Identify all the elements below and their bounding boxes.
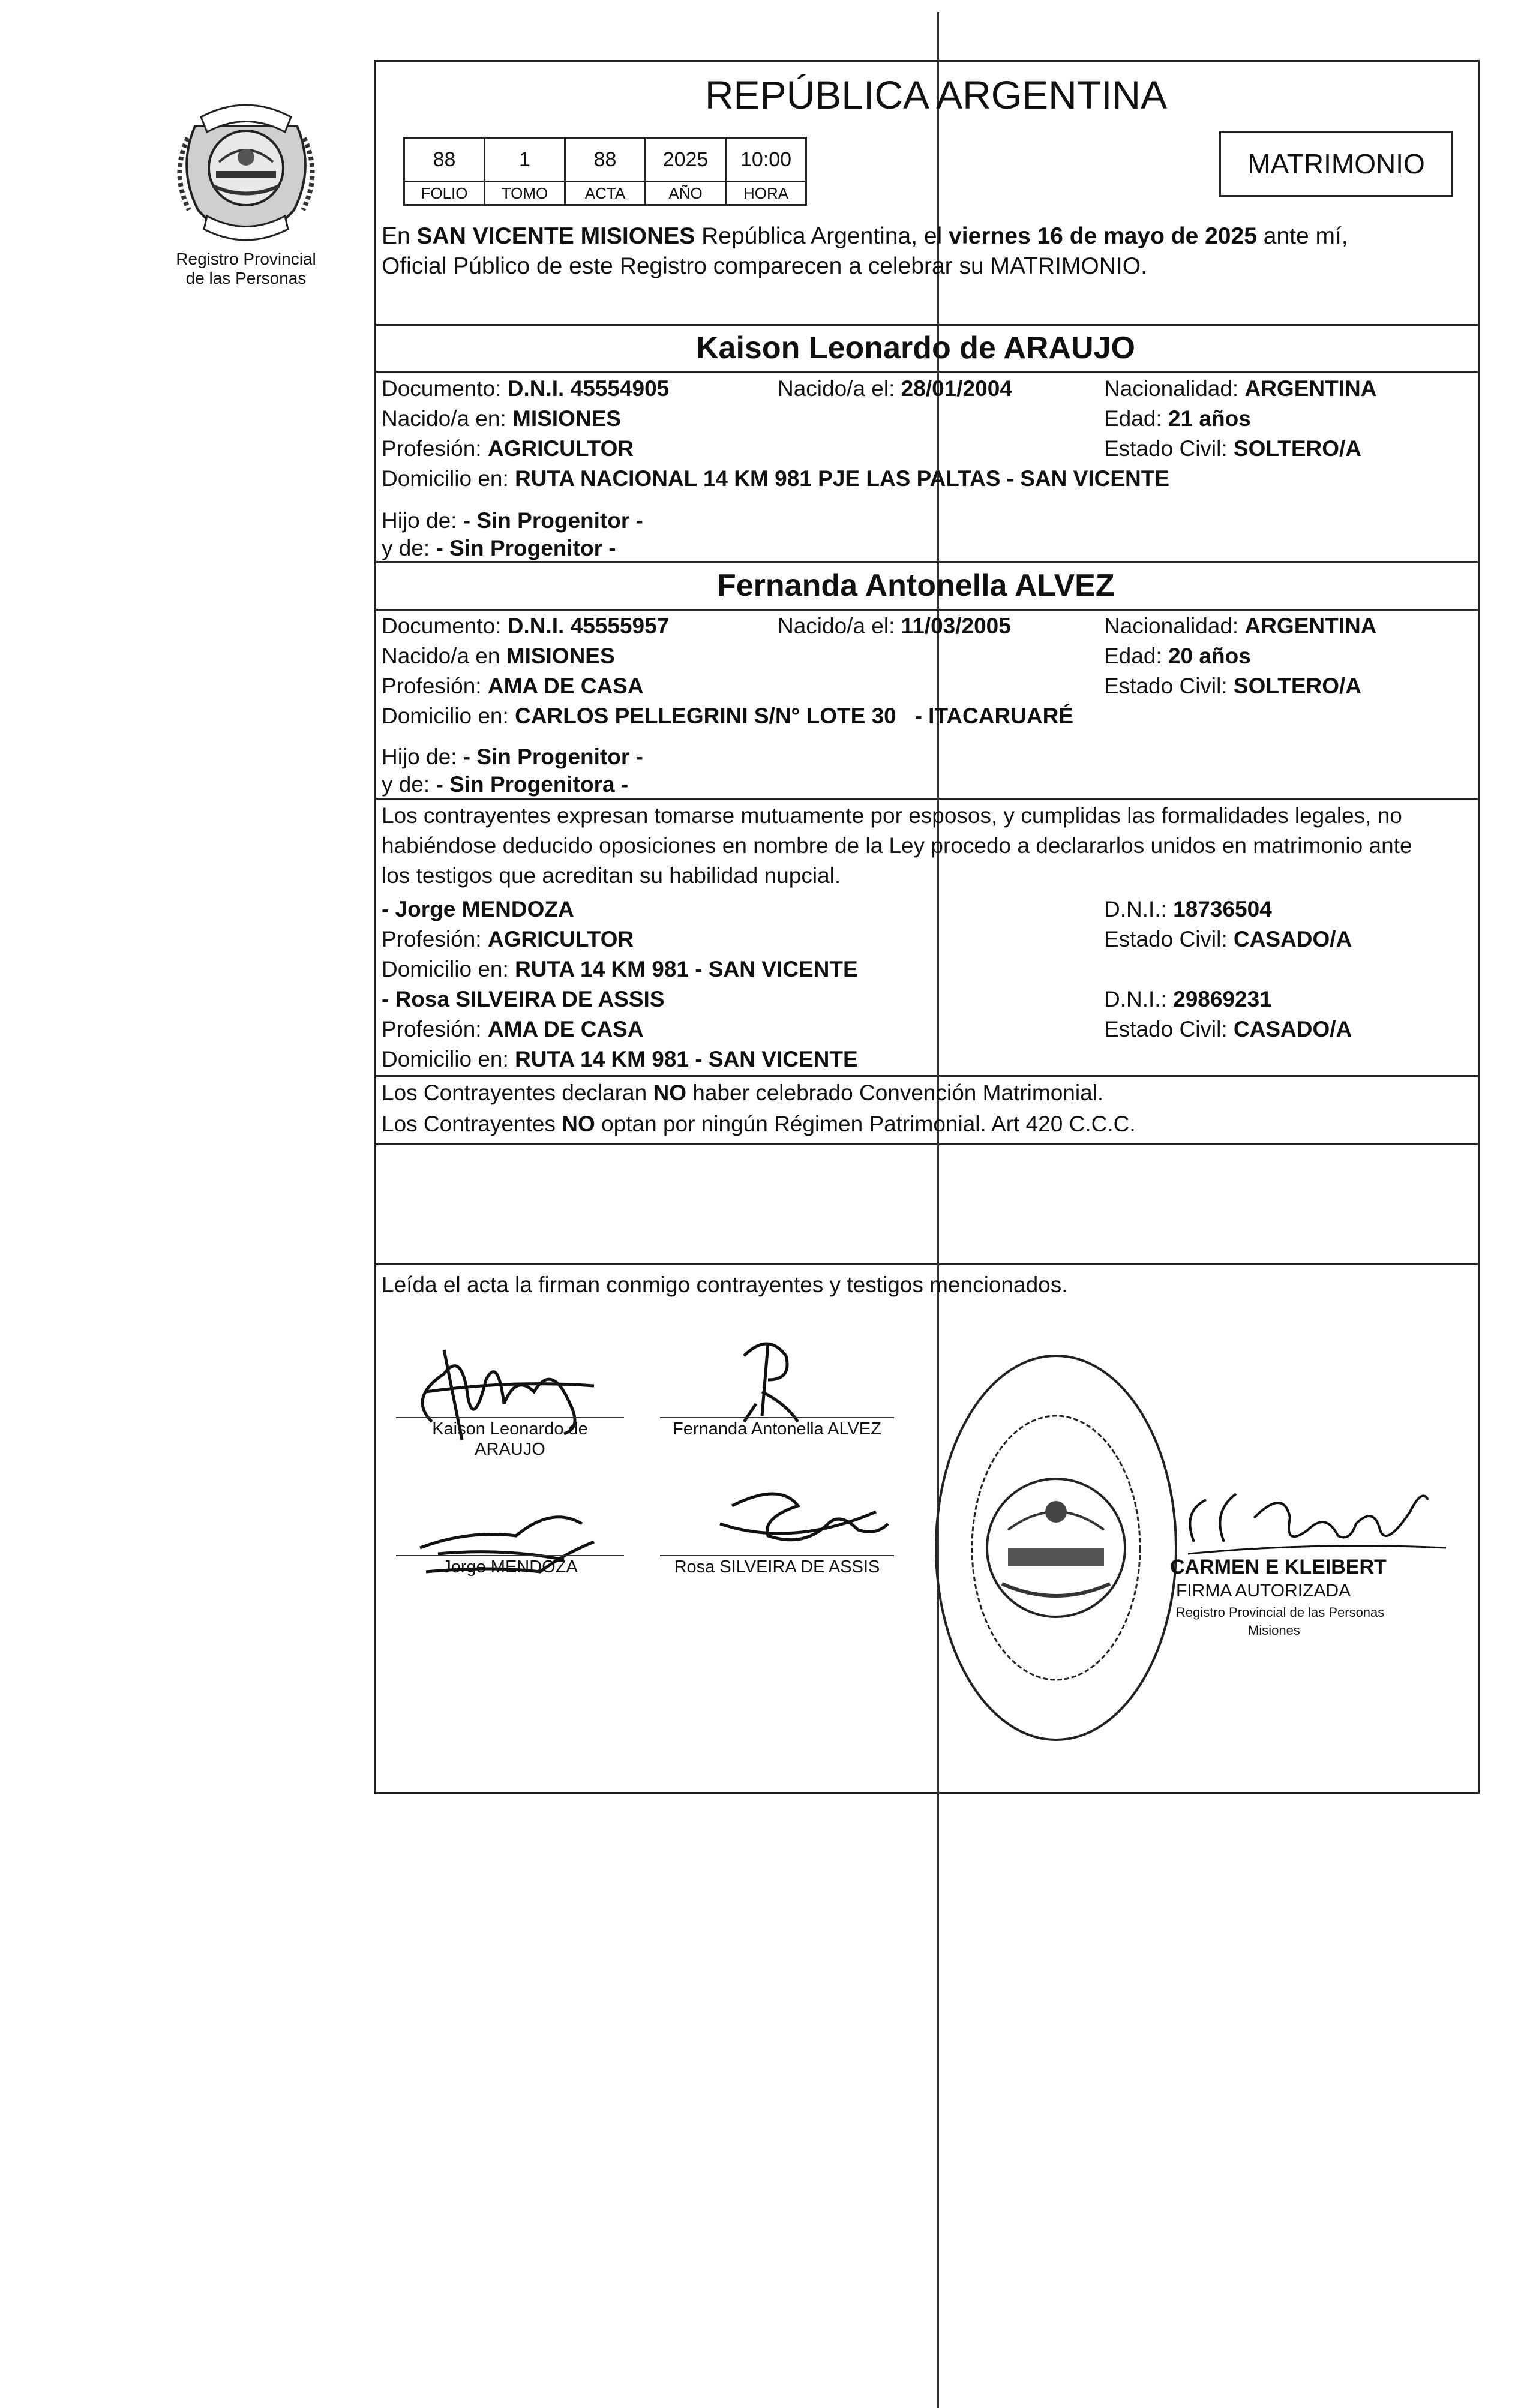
registry-data-table — [403, 137, 807, 206]
value: D.N.I. 45554905 — [507, 376, 670, 401]
label: Nacido/a en — [382, 644, 506, 668]
label: Hijo de: — [382, 508, 463, 533]
label: Estado Civil: — [1104, 1017, 1234, 1041]
divider-convention — [374, 1075, 1480, 1077]
value: D.N.I. 45555957 — [507, 614, 670, 638]
registry-logo — [171, 90, 321, 246]
value: RUTA 14 KM 981 - SAN VICENTE — [515, 957, 858, 981]
label: Domicilio en: — [382, 1047, 515, 1071]
label: Estado Civil: — [1104, 674, 1234, 698]
intro-text-b: República Argentina, el — [695, 223, 949, 249]
witness2-address — [382, 1046, 858, 1073]
official-org1: Registro Provincial de las Personas — [1176, 1605, 1385, 1620]
groom-profession — [382, 436, 634, 462]
value: 20 años — [1168, 644, 1251, 668]
official-signature — [1170, 1476, 1458, 1560]
value: ARGENTINA — [1244, 614, 1377, 638]
declaration-line2: habiéndose deducido oposiciones en nombre de la Ley procedo a declararlos unidos en matrimonio ante — [382, 833, 1412, 858]
label: y de: — [382, 536, 436, 560]
year-value: 2025 — [646, 138, 726, 182]
logo-caption-line1: Registro Provincial — [176, 250, 316, 268]
intro-text-c: ante mí, — [1256, 223, 1348, 249]
text: Los Contrayentes declaran — [382, 1080, 653, 1105]
tomo-value: 1 — [485, 138, 565, 182]
label: Domicilio en: — [382, 704, 515, 728]
emphasis: NO — [562, 1112, 595, 1136]
witness2-civil-status — [1104, 1016, 1352, 1043]
intro-date: viernes 16 de mayo de 2025 — [949, 223, 1257, 249]
value: MISIONES — [506, 644, 615, 668]
intro-line1 — [382, 223, 1348, 250]
divider-closing — [374, 1263, 1480, 1265]
page-title: REPÚBLICA ARGENTINA — [704, 73, 1168, 117]
convention-line1 — [382, 1080, 1103, 1106]
groom-document — [382, 376, 669, 402]
act-type-box — [1219, 131, 1453, 197]
label: Domicilio en: — [382, 466, 515, 491]
value: 11/03/2005 — [901, 614, 1011, 638]
bride-signature — [702, 1332, 822, 1428]
value: - Sin Progenitor - — [436, 536, 616, 560]
value: - Sin Progenitora - — [436, 772, 629, 797]
groom-nationality — [1104, 376, 1376, 402]
value: CASADO/A — [1233, 927, 1352, 951]
label: Hijo de: — [382, 744, 463, 769]
bride-civil-status — [1104, 673, 1361, 699]
groom-birthdate — [778, 376, 1012, 402]
intro-text-a: En — [382, 223, 417, 249]
witness2-signature — [696, 1476, 900, 1560]
witness1-civil-status — [1104, 926, 1352, 953]
value: 28/01/2004 — [901, 376, 1012, 401]
bride-age — [1104, 643, 1251, 669]
value: AMA DE CASA — [487, 1017, 644, 1041]
bride-nationality — [1104, 613, 1376, 639]
groom-name: Kaison Leonardo de ARAUJO — [696, 331, 1135, 365]
value: SOLTERO/A — [1233, 436, 1362, 461]
groom-age — [1104, 406, 1251, 432]
text: optan por ningún Régimen Patrimonial. Art 420 C.C.C. — [595, 1112, 1136, 1136]
value: 18736504 — [1173, 897, 1272, 921]
divider-groom-title — [374, 371, 1480, 373]
official-title: FIRMA AUTORIZADA — [1176, 1581, 1351, 1601]
act-type: MATRIMONIO — [1247, 148, 1425, 179]
value: RUTA 14 KM 981 - SAN VICENTE — [515, 1047, 858, 1071]
value: ARGENTINA — [1244, 376, 1377, 401]
label: Estado Civil: — [1104, 927, 1234, 951]
bride-document — [382, 613, 669, 639]
label: Edad: — [1104, 644, 1168, 668]
label: Nacido/a en: — [382, 406, 513, 431]
bride-profession — [382, 673, 644, 699]
witness2-caption: Rosa SILVEIRA DE ASSIS — [674, 1557, 880, 1577]
witness1-signature-line — [396, 1555, 624, 1556]
value: 29869231 — [1173, 987, 1272, 1011]
label: Nacionalidad: — [1104, 376, 1245, 401]
logo-caption-line2: de las Personas — [185, 269, 307, 287]
tomo-label: TOMO — [485, 182, 565, 205]
declaration-line1: Los contrayentes expresan tomarse mutuamente por esposos, y cumplidas las formalidades legales, no — [382, 803, 1402, 828]
label: Profesión: — [382, 674, 488, 698]
hour-value: 10:00 — [726, 138, 806, 182]
witness1-dni — [1104, 896, 1272, 923]
year-label: AÑO — [646, 182, 726, 205]
witness2-dni — [1104, 986, 1272, 1013]
value: RUTA NACIONAL 14 KM 981 PJE LAS PALTAS - SAN VICENTE — [515, 466, 1170, 491]
declaration-line3: los testigos que acreditan su habilidad nupcial. — [382, 863, 841, 888]
witness2-profession — [382, 1016, 644, 1043]
bride-address — [382, 703, 1073, 729]
value: CASADO/A — [1233, 1017, 1352, 1041]
groom-address — [382, 466, 1169, 492]
bride-parent2 — [382, 771, 628, 798]
label: D.N.I.: — [1104, 897, 1174, 921]
value: MISIONES — [512, 406, 621, 431]
value: 21 años — [1168, 406, 1251, 431]
witness1-profession — [382, 926, 634, 953]
label: Nacionalidad: — [1104, 614, 1245, 638]
divider-header — [374, 324, 1480, 326]
groom-birthplace — [382, 406, 621, 432]
value: AGRICULTOR — [487, 436, 634, 461]
label: Documento: — [382, 376, 508, 401]
intro-place: SAN VICENTE MISIONES — [416, 223, 695, 249]
divider-bride-title — [374, 609, 1480, 611]
official-stamp — [924, 1332, 1188, 1752]
official-org2: Misiones — [1248, 1623, 1300, 1638]
witness1-name: - Jorge MENDOZA — [382, 897, 574, 921]
witness1-caption: Jorge MENDOZA — [442, 1557, 578, 1577]
hour-label: HORA — [726, 182, 806, 205]
label: D.N.I.: — [1104, 987, 1174, 1011]
witness1-address — [382, 956, 858, 983]
witness2-signature-line — [660, 1555, 894, 1556]
bride-parent1 — [382, 744, 643, 770]
bride-signature-line — [660, 1417, 894, 1418]
bride-caption: Fernanda Antonella ALVEZ — [673, 1419, 881, 1439]
acta-label: ACTA — [565, 182, 646, 205]
intro-line2: Oficial Público de este Registro comparecen a celebrar su MATRIMONIO. — [382, 253, 1147, 279]
province-seal-icon — [171, 90, 321, 246]
value: - Sin Progenitor - — [463, 508, 643, 533]
groom-signature-line — [396, 1417, 624, 1418]
value: CARLOS PELLEGRINI S/N° LOTE 30 - ITACARUARÉ — [515, 704, 1074, 728]
groom-civil-status — [1104, 436, 1361, 462]
label: Profesión: — [382, 1017, 488, 1041]
groom-caption-2: ARAUJO — [475, 1440, 545, 1459]
label: y de: — [382, 772, 436, 797]
emphasis: NO — [653, 1080, 686, 1105]
folio-value: 88 — [404, 138, 485, 182]
groom-caption-1: Kaison Leonardo de — [432, 1419, 588, 1439]
label: Nacido/a el: — [778, 376, 901, 401]
divider-blank — [374, 1143, 1480, 1145]
witness2-name: - Rosa SILVEIRA DE ASSIS — [382, 987, 665, 1011]
groom-parent1 — [382, 508, 643, 534]
label: Profesión: — [382, 927, 488, 951]
text: Los Contrayentes — [382, 1112, 562, 1136]
label: Estado Civil: — [1104, 436, 1234, 461]
fold-line — [937, 12, 939, 2408]
label: Documento: — [382, 614, 508, 638]
bride-birthplace — [382, 643, 615, 669]
convention-line2 — [382, 1111, 1136, 1137]
label: Profesión: — [382, 436, 488, 461]
closing-statement: Leída el acta la firman conmigo contrayentes y testigos mencionados. — [382, 1272, 1068, 1297]
value: - Sin Progenitor - — [463, 744, 643, 769]
bride-birthdate — [778, 613, 1011, 639]
value: AGRICULTOR — [487, 927, 634, 951]
bride-name: Fernanda Antonella ALVEZ — [717, 568, 1115, 603]
folio-label: FOLIO — [404, 182, 485, 205]
label: Edad: — [1104, 406, 1168, 431]
value: AMA DE CASA — [487, 674, 644, 698]
label: Nacido/a el: — [778, 614, 901, 638]
divider-declaration — [374, 798, 1480, 800]
groom-parent2 — [382, 535, 616, 562]
value: SOLTERO/A — [1233, 674, 1362, 698]
label: Domicilio en: — [382, 957, 515, 981]
text: haber celebrado Convención Matrimonial. — [686, 1080, 1104, 1105]
acta-value: 88 — [565, 138, 646, 182]
official-name: CARMEN E KLEIBERT — [1170, 1556, 1387, 1578]
